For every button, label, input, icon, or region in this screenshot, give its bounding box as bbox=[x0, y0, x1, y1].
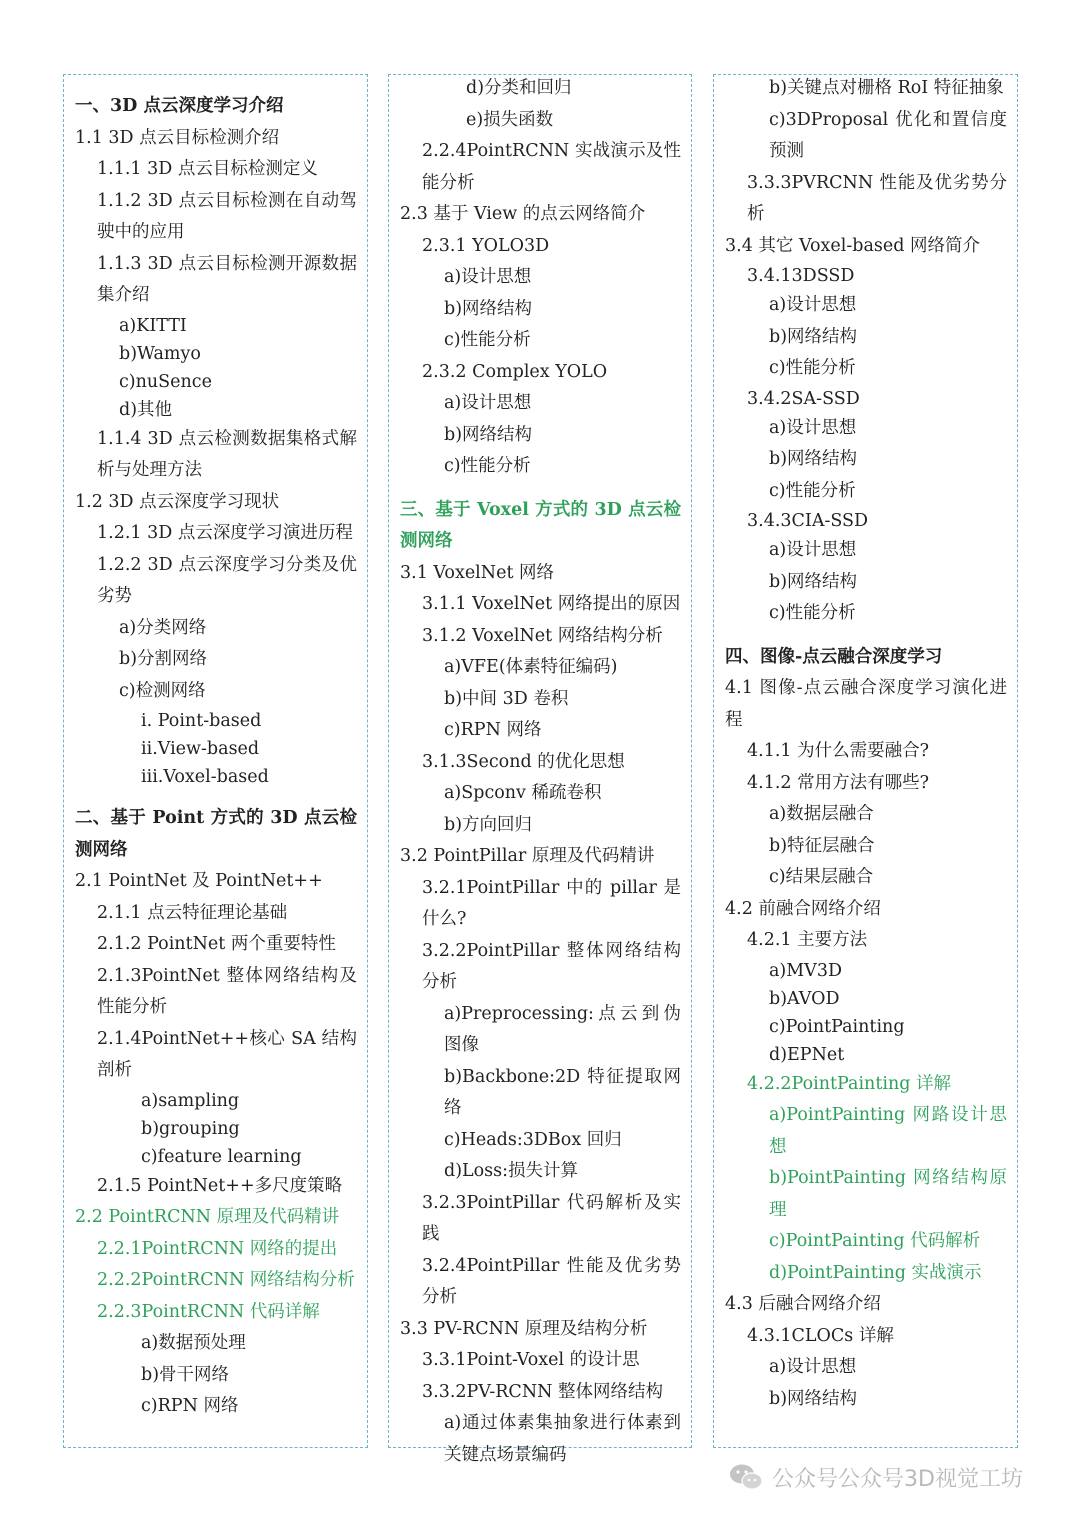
toc-entry: 3.3.3PVRCNN 性能及优劣势分析 bbox=[747, 172, 1007, 224]
toc-entry: c)性能分析 bbox=[769, 480, 856, 501]
toc-entry: 1.2 3D 点云深度学习现状 bbox=[75, 491, 280, 512]
toc-entry: a)设计思想 bbox=[444, 267, 532, 287]
toc-entry: b)AVOD bbox=[769, 988, 840, 1009]
toc-list bbox=[400, 73, 681, 1471]
toc-entry: b)分割网络 bbox=[119, 649, 208, 669]
toc-entry: d)分类和回归 bbox=[466, 78, 572, 98]
toc-entry: 3.2 PointPillar 原理及代码精讲 bbox=[400, 846, 655, 866]
toc-entry: 1.2.2 3D 点云深度学习分类及优劣势 bbox=[97, 554, 357, 606]
toc-entry: c)性能分析 bbox=[444, 456, 531, 476]
toc-entry: a)MV3D bbox=[769, 960, 842, 981]
toc-entry: 2.2.2PointRCNN 网络结构分析 bbox=[97, 1270, 355, 1290]
toc-entry: 3.2.4PointPillar 性能及优劣势分析 bbox=[422, 1255, 681, 1307]
toc-entry: c)检测网络 bbox=[119, 680, 206, 701]
watermark bbox=[728, 1455, 1023, 1499]
toc-column-3 bbox=[713, 74, 1018, 1448]
toc-entry: e)损失函数 bbox=[466, 109, 554, 130]
toc-entry: 1.2.1 3D 点云深度学习演进历程 bbox=[97, 523, 353, 543]
toc-entry: a)设计思想 bbox=[769, 1357, 857, 1377]
toc-entry: a)设计思想 bbox=[444, 393, 532, 413]
toc-entry: 3.4.13DSSD bbox=[747, 266, 855, 286]
toc-entry: a)PointPainting 网路设计思想 bbox=[769, 1105, 1007, 1157]
toc-entry: c)Heads:3DBox 回归 bbox=[444, 1129, 622, 1150]
toc-entry: 4.1.2 常用方法有哪些? bbox=[747, 772, 929, 793]
toc-entry: 1.1.2 3D 点云目标检测在自动驾驶中的应用 bbox=[97, 190, 357, 242]
wechat-icon bbox=[728, 1462, 764, 1492]
toc-entry: c)RPN 网络 bbox=[444, 720, 542, 740]
toc-entry: 3.1.2 VoxelNet 网络结构分析 bbox=[422, 625, 663, 646]
toc-entry: a)Spconv 稀疏卷积 bbox=[444, 783, 602, 803]
section-heading: 二、基于 Point 方式的 3D 点云检测网络 bbox=[75, 808, 357, 860]
toc-entry: 2.1 PointNet 及 PointNet++ bbox=[75, 871, 323, 891]
toc-entry: ii.View-based bbox=[141, 739, 260, 759]
toc-entry: 1.1.4 3D 点云检测数据集格式解析与处理方法 bbox=[97, 428, 357, 480]
toc-entry: c)3DProposal 优化和置信度预测 bbox=[769, 109, 1007, 161]
toc-column-2 bbox=[388, 74, 692, 1465]
toc-entry: a)数据层融合 bbox=[769, 804, 874, 824]
toc-entry: b)骨干网络 bbox=[141, 1364, 230, 1385]
toc-entry: 3.4 其它 Voxel-based 网络简介 bbox=[725, 235, 980, 256]
toc-entry: 2.1.4PointNet++核心 SA 结构剖析 bbox=[97, 1028, 357, 1080]
toc-entry: i. Point-based bbox=[141, 711, 262, 731]
toc-entry: 3.1.1 VoxelNet 网络提出的原因 bbox=[422, 594, 681, 614]
toc-entry: b)网络结构 bbox=[769, 326, 858, 347]
toc-entry: c)RPN 网络 bbox=[141, 1396, 239, 1416]
toc-entry: 4.3 后融合网络介绍 bbox=[725, 1294, 881, 1314]
toc-entry: d)Loss:损失计算 bbox=[444, 1161, 579, 1181]
toc-entry: c)性能分析 bbox=[769, 358, 856, 378]
toc-entry: 2.2.4PointRCNN 实战演示及性能分析 bbox=[422, 141, 681, 193]
toc-entry: 2.2.1PointRCNN 网络的提出 bbox=[97, 1238, 338, 1259]
toc-list bbox=[725, 73, 1007, 1415]
toc-entry: 2.3.1 YOLO3D bbox=[422, 235, 550, 256]
watermark-text: 公众号公众号3D视觉工坊 bbox=[772, 1466, 1023, 1492]
toc-entry: 4.1.1 为什么需要融合? bbox=[747, 741, 929, 761]
toc-entry: d)其他 bbox=[119, 399, 173, 420]
section-heading: 一、3D 点云深度学习介绍 bbox=[75, 96, 284, 116]
toc-entry: 4.1 图像-点云融合深度学习演化进程 bbox=[725, 678, 1007, 730]
toc-entry: b)网络结构 bbox=[444, 424, 533, 445]
toc-entry: 4.2.2PointPainting 详解 bbox=[747, 1073, 951, 1094]
toc-entry: b)网络结构 bbox=[769, 449, 858, 469]
toc-entry: a)设计思想 bbox=[769, 417, 857, 438]
toc-entry: 3.2.1PointPillar 中的 pillar 是什么? bbox=[422, 877, 681, 929]
toc-entry: a)VFE(体素特征编码) bbox=[444, 657, 618, 677]
toc-entry: d)PointPainting 实战演示 bbox=[769, 1262, 982, 1283]
toc-entry: d)EPNet bbox=[769, 1044, 845, 1065]
toc-entry: b)网络结构 bbox=[769, 571, 858, 592]
toc-entry: a)Preprocessing:点云到伪图像 bbox=[444, 1003, 681, 1055]
toc-entry: 1.1.1 3D 点云目标检测定义 bbox=[97, 159, 318, 179]
toc-entry: b)网络结构 bbox=[769, 1388, 858, 1409]
toc-entry: 4.2 前融合网络介绍 bbox=[725, 898, 881, 919]
toc-entry: b)中间 3D 卷积 bbox=[444, 688, 569, 709]
toc-entry: b)关键点对栅格 RoI 特征抽象 bbox=[769, 78, 1004, 98]
toc-entry: 3.3.1Point-Voxel 的设计思 bbox=[422, 1350, 640, 1370]
toc-entry: a)设计思想 bbox=[769, 295, 857, 315]
toc-entry: a)设计思想 bbox=[769, 540, 857, 560]
toc-entry: a)sampling bbox=[141, 1090, 240, 1111]
toc-entry: 3.3 PV-RCNN 原理及结构分析 bbox=[400, 1318, 648, 1339]
toc-entry: a)KITTI bbox=[119, 315, 187, 336]
toc-entry: 1.1 3D 点云目标检测介绍 bbox=[75, 127, 280, 148]
toc-entry: c)PointPainting bbox=[769, 1016, 905, 1037]
toc-entry: 4.2.1 主要方法 bbox=[747, 930, 868, 950]
toc-entry: 2.1.3PointNet 整体网络结构及性能分析 bbox=[97, 965, 357, 1017]
toc-entry: 3.4.2SA-SSD bbox=[747, 388, 860, 409]
toc-entry: b)PointPainting 网络结构原理 bbox=[769, 1168, 1007, 1220]
toc-entry: 4.3.1CLOCs 详解 bbox=[747, 1325, 894, 1346]
toc-entry: b)Backbone:2D 特征提取网络 bbox=[444, 1066, 681, 1118]
toc-entry: 2.3 基于 View 的点云网络简介 bbox=[400, 204, 646, 224]
toc-entry: c)结果层融合 bbox=[769, 867, 874, 887]
toc-entry: c)nuSence bbox=[119, 371, 212, 392]
toc-entry: b)特征层融合 bbox=[769, 835, 875, 856]
toc-entry: 3.3.2PV-RCNN 整体网络结构 bbox=[422, 1381, 664, 1402]
toc-entry: c)feature learning bbox=[141, 1146, 302, 1167]
toc-entry: b)网络结构 bbox=[444, 298, 533, 319]
toc-entry: 3.1.3Second 的优化思想 bbox=[422, 751, 625, 772]
toc-entry: 1.1.3 3D 点云目标检测开源数据集介绍 bbox=[97, 253, 357, 305]
toc-column-1 bbox=[63, 74, 368, 1448]
toc-entry: c)性能分析 bbox=[444, 330, 531, 350]
toc-entry: iii.Voxel-based bbox=[141, 767, 269, 787]
section-heading: 三、基于 Voxel 方式的 3D 点云检测网络 bbox=[400, 499, 681, 551]
section-heading: 四、图像-点云融合深度学习 bbox=[725, 646, 943, 667]
toc-entry: 3.2.3PointPillar 代码解析及实践 bbox=[422, 1192, 681, 1244]
toc-entry: 2.2.3PointRCNN 代码详解 bbox=[97, 1301, 320, 1322]
toc-entry: b)grouping bbox=[141, 1118, 240, 1139]
toc-entry: 3.2.2PointPillar 整体网络结构分析 bbox=[422, 940, 681, 992]
toc-entry: 2.2 PointRCNN 原理及代码精讲 bbox=[75, 1207, 340, 1227]
toc-entry: 3.4.3CIA-SSD bbox=[747, 511, 869, 531]
toc-entry: 2.1.2 PointNet 两个重要特性 bbox=[97, 934, 336, 954]
toc-entry: 2.1.1 点云特征理论基础 bbox=[97, 902, 288, 923]
toc-entry: a)分类网络 bbox=[119, 617, 207, 638]
toc-entry: b)Wamyo bbox=[119, 343, 201, 364]
toc-entry: 2.3.2 Complex YOLO bbox=[422, 361, 608, 382]
toc-entry: b)方向回归 bbox=[444, 814, 533, 835]
toc-entry: c)PointPainting 代码解析 bbox=[769, 1231, 981, 1251]
toc-entry: a)数据预处理 bbox=[141, 1333, 246, 1353]
toc-entry: c)性能分析 bbox=[769, 603, 856, 623]
toc-entry: 3.1 VoxelNet 网络 bbox=[400, 562, 555, 583]
toc-list bbox=[75, 91, 357, 1423]
toc-entry: 2.1.5 PointNet++多尺度策略 bbox=[97, 1175, 343, 1196]
toc-entry: a)通过体素集抽象进行体素到关键点场景编码 bbox=[444, 1413, 681, 1465]
